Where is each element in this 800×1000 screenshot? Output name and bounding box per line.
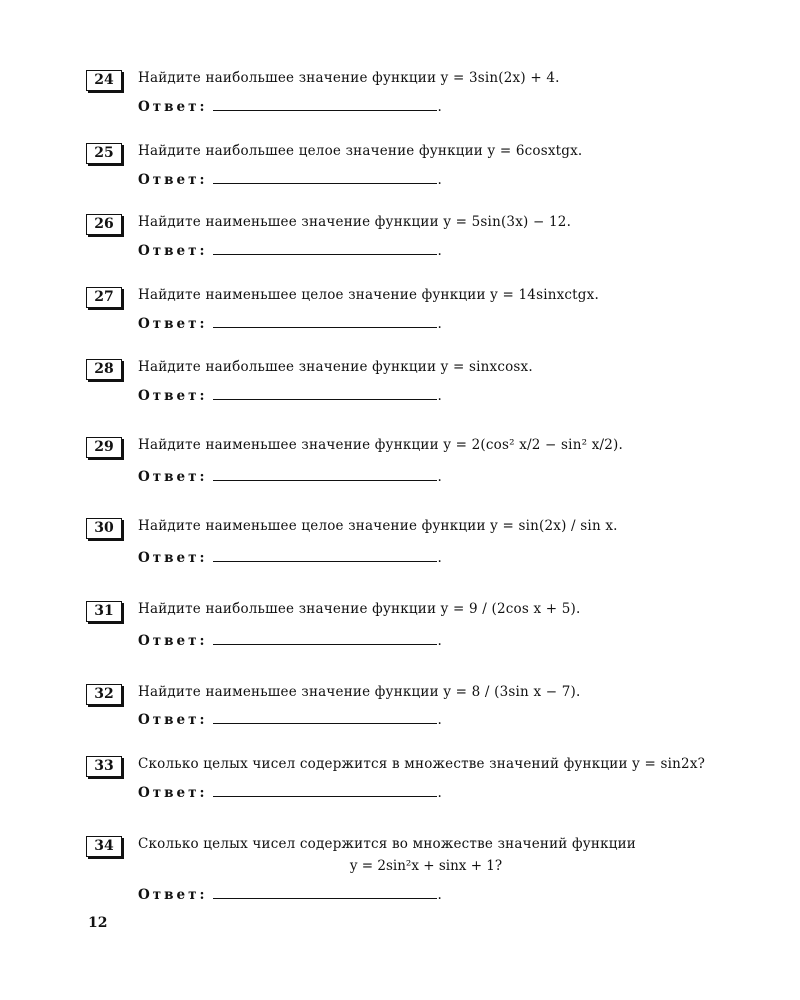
task-number: 34: [86, 836, 122, 857]
answer-row: Ответ: .: [138, 99, 442, 115]
question-text: Найдите наименьшее значение функции: [138, 214, 439, 230]
answer-label: Ответ:: [138, 99, 208, 115]
question-text: Найдите наименьшее целое значение функции: [138, 287, 486, 303]
task-number: 25: [86, 143, 122, 164]
answer-field[interactable]: [213, 784, 437, 797]
task-question: [138, 214, 571, 230]
task-question: [138, 70, 560, 86]
task-question: [138, 359, 533, 375]
question-text: Найдите наибольшее значение функции: [138, 359, 437, 375]
formula: y = sin(2x) / sin x.: [490, 518, 618, 534]
answer-label: Ответ:: [138, 785, 208, 801]
question-text: Найдите наибольшее целое значение функции: [138, 143, 484, 159]
formula: y = 9 / (2cos x + 5).: [440, 601, 581, 617]
answer-label: Ответ:: [138, 712, 208, 728]
answer-row: Ответ: .: [138, 172, 442, 188]
question-text: Найдите наибольшее значение функции: [138, 70, 437, 86]
answer-field[interactable]: [213, 98, 437, 111]
task-number: 24: [86, 70, 122, 91]
task-question: [138, 143, 582, 159]
answer-row: Ответ: .: [138, 388, 442, 404]
answer-label: Ответ:: [138, 243, 208, 259]
answer-field[interactable]: [213, 632, 437, 645]
formula: y = sinxcosx.: [440, 359, 533, 375]
task-question: [138, 601, 581, 617]
answer-row: Ответ: .: [138, 550, 442, 566]
answer-field[interactable]: [213, 468, 437, 481]
answer-field[interactable]: [213, 242, 437, 255]
task-question: [138, 684, 581, 700]
answer-label: Ответ:: [138, 887, 208, 903]
answer-label: Ответ:: [138, 633, 208, 649]
answer-label: Ответ:: [138, 469, 208, 485]
answer-row: Ответ: .: [138, 633, 442, 649]
formula: y = 14sinxctgx.: [490, 287, 599, 303]
task-number: 29: [86, 437, 122, 458]
task-number: 33: [86, 756, 122, 777]
answer-label: Ответ:: [138, 550, 208, 566]
formula: y = 2(cos² x/2 − sin² x/2).: [443, 437, 624, 453]
answer-field[interactable]: [213, 315, 437, 328]
formula: y = 2sin²x + sinx + 1?: [349, 858, 503, 874]
answer-field[interactable]: [213, 171, 437, 184]
answer-field[interactable]: [213, 387, 437, 400]
formula: y = 3sin(2x) + 4.: [440, 70, 560, 86]
answer-row: Ответ: .: [138, 887, 442, 903]
question-text: Найдите наименьшее значение функции: [138, 437, 439, 453]
task-number: 31: [86, 601, 122, 622]
answer-row: Ответ: .: [138, 785, 442, 801]
task-question: [138, 287, 599, 303]
answer-row: Ответ: .: [138, 243, 442, 259]
answer-row: Ответ: .: [138, 469, 442, 485]
answer-row: Ответ: .: [138, 712, 442, 728]
formula: y = 6cosxtgx.: [487, 143, 583, 159]
task-number: 30: [86, 518, 122, 539]
task-question: [138, 437, 623, 453]
formula: y = 8 / (3sin x − 7).: [443, 684, 581, 700]
answer-field[interactable]: [213, 711, 437, 724]
question-text: Сколько целых чисел содержится во множестве значений функции: [138, 836, 636, 852]
task-question: [138, 756, 705, 772]
formula: y = sin2x?: [632, 756, 706, 772]
answer-row: Ответ: .: [138, 316, 442, 332]
question-text: Найдите наибольшее значение функции: [138, 601, 437, 617]
answer-field[interactable]: [213, 549, 437, 562]
task-question: [138, 518, 618, 534]
answer-label: Ответ:: [138, 172, 208, 188]
task-number: 32: [86, 684, 122, 705]
answer-label: Ответ:: [138, 316, 208, 332]
page-number: 12: [88, 915, 108, 931]
question-text: Найдите наименьшее значение функции: [138, 684, 439, 700]
answer-label: Ответ:: [138, 388, 208, 404]
answer-field[interactable]: [213, 886, 437, 899]
question-text: Сколько целых чисел содержится в множестве значений функции: [138, 756, 628, 772]
formula: y = 5sin(3x) − 12.: [443, 214, 572, 230]
task-number: 27: [86, 287, 122, 308]
task-number: 28: [86, 359, 122, 380]
task-number: 26: [86, 214, 122, 235]
question-text: Найдите наименьшее целое значение функции: [138, 518, 486, 534]
